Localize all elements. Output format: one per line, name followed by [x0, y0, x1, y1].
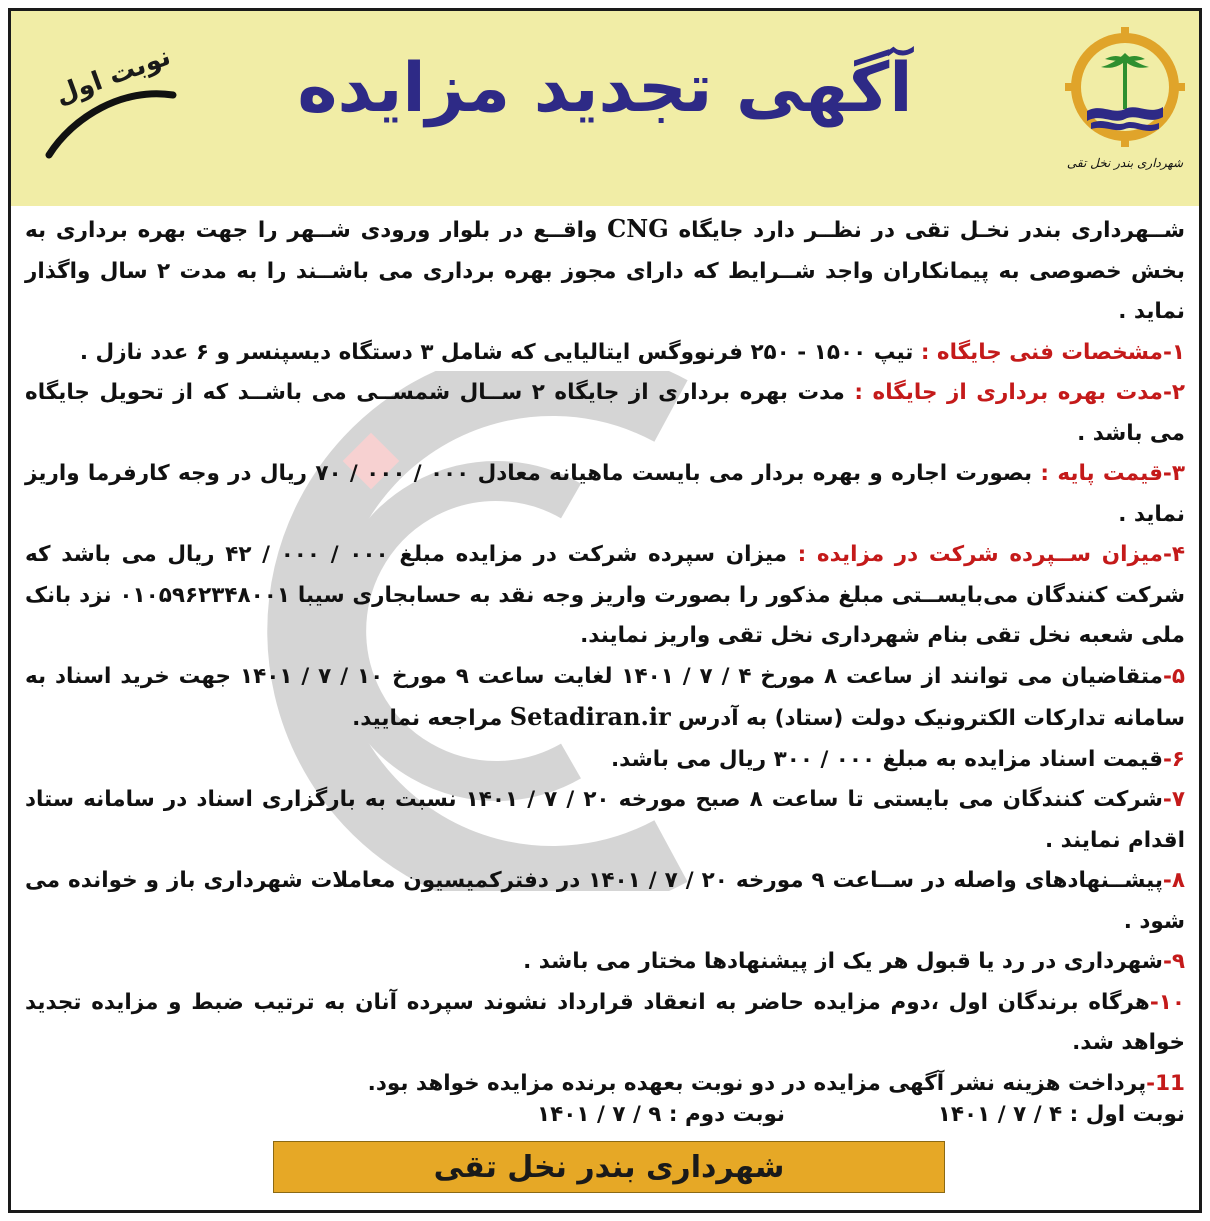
item-number: ۳-	[1162, 461, 1185, 486]
page-title: آگهی تجدید مزایده	[297, 49, 913, 128]
item-number: ۷-	[1162, 787, 1185, 812]
item-heading: میزان ســپرده شرکت در مزایده :	[797, 542, 1163, 567]
item-number: ۱-	[1162, 339, 1185, 365]
turn-badge	[33, 37, 193, 187]
intro-text-a: شــهرداری بندر نخـل تقی در نظــر دارد جایگاه	[668, 218, 1185, 243]
list-item	[25, 454, 1185, 535]
turn-badge-label: نوبت اول	[51, 41, 175, 111]
item-text: میزان سپرده شرکت در مزایده مبلغ ۰۰۰ / ۰۰۰ / ۴۲ ریال می باشد که شرکت کنندگان می‌بایســتی مبلغ مذکور را بصورت واریز وجه نقد به حسابجاری سیبا ۰۱۰۵۹۶۲۳۴۸۰۰۱ نزد بانک ملی شعبه نخل تقی بنام شهرداری نخل تقی واریز نمایند.	[25, 542, 1185, 648]
list-item	[25, 333, 1185, 374]
item-text: پیشــنهادهای واصله در ســاعت ۹ مورخه ۲۰ / ۷ / ۱۴۰۱ در دفترکمیسیون معاملات شهرداری باز و خوانده می شود .	[25, 868, 1185, 934]
item-number: ۱۰-	[1149, 989, 1185, 1015]
item-text: شرکت کنندگان می بایستی تا ساعت ۸ صبح مورخه ۲۰ / ۷ / ۱۴۰۱ نسبت به بارگزاری اسناد در سامانه ستاد اقدام نمایند .	[25, 787, 1185, 853]
list-item	[25, 942, 1185, 983]
intro-cng: CNG	[607, 214, 669, 243]
logo-caption: شهرداری بندر نخل تقی	[1066, 156, 1184, 170]
list-item	[25, 1064, 1185, 1105]
item-text: مدت بهره برداری از جایگاه ۲ ســال شمســی می باشــد که از تحویل جایگاه می باشد .	[25, 380, 1185, 446]
turn-one-date: نوبت اول : ۴ / ۷ / ۱۴۰۱	[937, 1102, 1185, 1127]
notice-frame	[8, 8, 1202, 1213]
item-number: 11-	[1146, 1070, 1185, 1096]
list-item	[25, 983, 1185, 1064]
item-text: شهرداری در رد یا قبول هر یک از پیشنهادها مختار می باشد .	[523, 949, 1163, 974]
item-number: ۸-	[1162, 868, 1185, 893]
list-item	[25, 373, 1185, 454]
item-text: مراجعه نمایید.	[352, 706, 510, 731]
turn-two-date: نوبت دوم : ۹ / ۷ / ۱۴۰۱	[537, 1102, 785, 1127]
item-heading: مدت بهره برداری از جایگاه :	[854, 380, 1163, 405]
item-heading: قیمت پایه :	[1040, 461, 1163, 486]
notice-body	[25, 209, 1185, 1104]
list-item	[25, 780, 1185, 861]
intro-paragraph	[25, 209, 1185, 333]
item-number: ۵-	[1162, 663, 1186, 689]
intro-text-b: واقــع در بلوار ورودی شــهر را جهت بهره برداری به بخش خصوصی به پیمانکاران واجد شــرایط که دارای مجوز بهره برداری می باشــند را به مدت ۲ سال واگذار نماید .	[25, 218, 1185, 324]
list-item	[25, 657, 1185, 740]
item-text: متقاضیان می توانند از ساعت ۸ مورخ ۴ / ۷ / ۱۴۰۱ لغایت ساعت ۹ مورخ ۱۰ / ۷ / ۱۴۰۱ جهت خرید اسناد به سامانه تدارکات الکترونیک دولت (ستاد) به آدرس	[25, 663, 1185, 731]
list-item	[25, 740, 1185, 781]
item-text: قیمت اسناد مزایده به مبلغ ۰۰۰ / ۳۰۰ ریال می باشد.	[611, 746, 1163, 772]
list-item	[25, 861, 1185, 942]
setadiran-link: Setadiran.ir	[509, 702, 671, 731]
item-text: هرگاه برندگان اول ،دوم مزایده حاضر به انعقاد قرارداد نشوند سپرده آنان به ترتیب ضبط و مزایده تجدید خواهد شد.	[25, 989, 1185, 1055]
footer-signature: شهرداری بندر نخل تقی	[273, 1141, 945, 1193]
item-heading: مشخصات فنی جایگاه :	[920, 339, 1163, 365]
item-text: بصورت اجاره و بهره بردار می بایست ماهیانه معادل ۰۰۰ / ۰۰۰ / ۷۰ ریال در وجه کارفرما واریز نماید .	[25, 461, 1185, 527]
publication-turns	[25, 1102, 1185, 1138]
item-number: ۲-	[1162, 380, 1186, 405]
item-number: ۹-	[1162, 949, 1185, 974]
list-item	[25, 535, 1185, 657]
item-text: پرداخت هزینه نشر آگهی مزایده در دو نوبت بعهده برنده مزایده خواهد بود.	[367, 1070, 1147, 1096]
item-text: تیپ ۱۵۰۰ - ۲۵۰ فرنووگس ایتالیایی که شامل ۳ دستگاه دیسپنسر و ۶ عدد نازل .	[79, 339, 921, 365]
header-band	[11, 11, 1199, 206]
item-number: ۶-	[1162, 746, 1185, 772]
item-number: ۴-	[1162, 542, 1185, 567]
